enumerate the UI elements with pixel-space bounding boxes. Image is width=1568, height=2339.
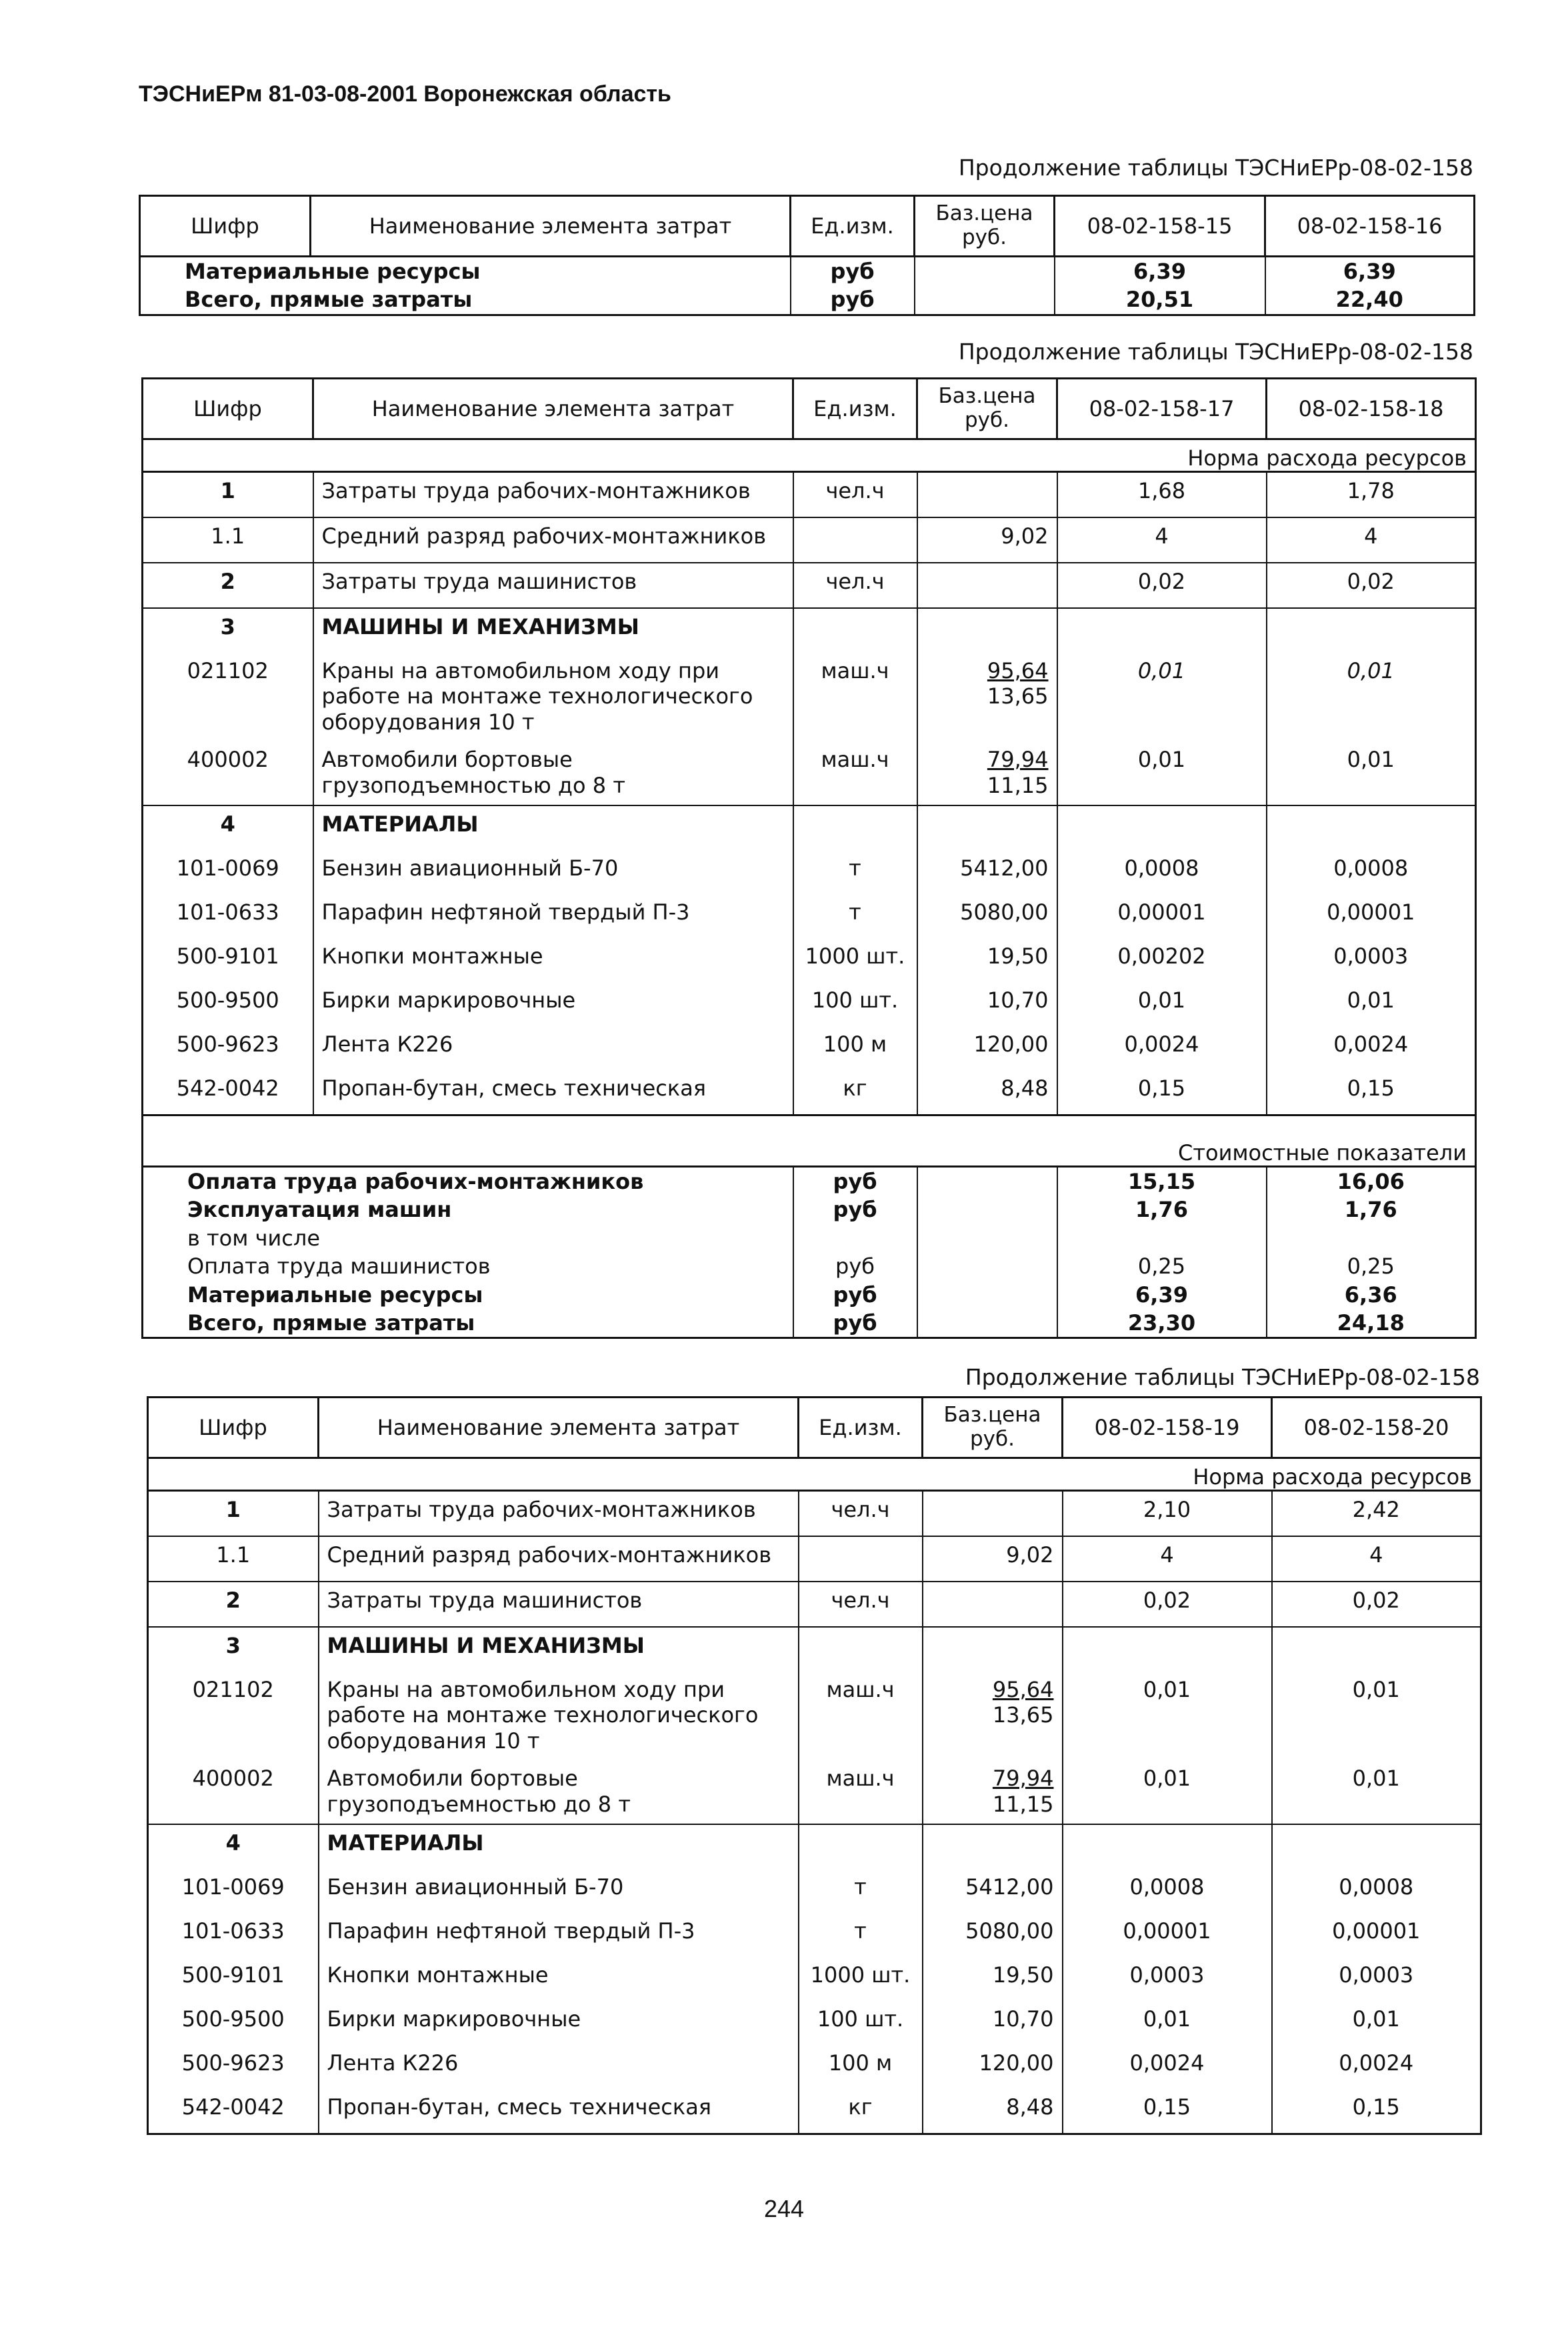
row-value-a: 0,01 bbox=[1057, 741, 1267, 805]
row-code: 3 bbox=[143, 608, 313, 653]
row-value-b: 0,02 bbox=[1272, 1582, 1481, 1627]
row-name: Краны на автомобильном ходу при работе на монтаже технологического оборудования 10 т bbox=[313, 653, 793, 741]
col-header-b: 08-02-158-20 bbox=[1272, 1398, 1481, 1458]
row-name: Бирки маркировочные bbox=[319, 2001, 799, 2045]
row-price: 79,94 bbox=[992, 1766, 1054, 1792]
table-row bbox=[143, 938, 1476, 982]
table-header-row bbox=[143, 379, 1476, 439]
row-code: 542-0042 bbox=[143, 1070, 313, 1115]
total-name: Оплата труда рабочих-монтажников bbox=[143, 1166, 793, 1196]
row-unit: 1000 шт. bbox=[799, 1957, 923, 2001]
total-unit bbox=[793, 1224, 917, 1252]
col-header-code: Шифр bbox=[143, 379, 313, 439]
table-row bbox=[143, 850, 1476, 894]
row-code: 500-9101 bbox=[148, 1957, 319, 2001]
row-price-secondary: 11,15 bbox=[992, 1791, 1054, 1817]
norm-label: Норма расхода ресурсов bbox=[143, 439, 1476, 472]
row-unit bbox=[793, 517, 917, 563]
total-unit: руб bbox=[793, 1252, 917, 1280]
row-unit: т bbox=[799, 1913, 923, 1957]
row-unit: чел.ч bbox=[799, 1491, 923, 1537]
totals-row bbox=[143, 1252, 1476, 1280]
row-price: 5412,00 bbox=[917, 850, 1057, 894]
row-value-a: 0,02 bbox=[1063, 1582, 1272, 1627]
row-value-b: 0,01 bbox=[1267, 653, 1476, 741]
row-name: Материальные ресурсы bbox=[140, 257, 791, 286]
row-code: 4 bbox=[143, 805, 313, 850]
section-title: МАТЕРИАЛЫ bbox=[319, 1824, 799, 1869]
total-value-a: 23,30 bbox=[1057, 1309, 1267, 1338]
table3-caption: Продолжение таблицы ТЭСНиЕРр-08-02-158 bbox=[965, 1364, 1480, 1390]
row-value-a: 0,01 bbox=[1063, 2001, 1272, 2045]
row-value-a: 0,0003 bbox=[1063, 1957, 1272, 2001]
col-header-code: Шифр bbox=[140, 196, 311, 257]
table1-caption: Продолжение таблицы ТЭСНиЕРр-08-02-158 bbox=[958, 155, 1473, 181]
row-code: 500-9500 bbox=[143, 982, 313, 1026]
total-value-a: 0,25 bbox=[1057, 1252, 1267, 1280]
row-value-a: 4 bbox=[1063, 1536, 1272, 1582]
section-title: МАШИНЫ И МЕХАНИЗМЫ bbox=[319, 1627, 799, 1672]
row-unit: т bbox=[799, 1869, 923, 1913]
row-price: 79,94 bbox=[987, 747, 1049, 773]
row-name: Пропан-бутан, смесь техническая bbox=[313, 1070, 793, 1115]
row-price bbox=[923, 1491, 1063, 1537]
total-value-b: 0,25 bbox=[1267, 1252, 1476, 1280]
col-header-price: Баз.цена руб. bbox=[917, 379, 1057, 439]
cost-table-1 bbox=[139, 195, 1475, 316]
row-name: Лента К226 bbox=[313, 1026, 793, 1070]
row-name: Всего, прямые затраты bbox=[140, 285, 791, 315]
row-value-b: 0,01 bbox=[1272, 1760, 1481, 1824]
row-price: 5080,00 bbox=[917, 894, 1057, 938]
col-header-a: 08-02-158-17 bbox=[1057, 379, 1267, 439]
table-row bbox=[148, 1957, 1481, 2001]
row-price-secondary: 13,65 bbox=[987, 683, 1049, 709]
col-header-unit: Ед.изм. bbox=[793, 379, 917, 439]
col-header-b: 08-02-158-16 bbox=[1265, 196, 1475, 257]
cost-label-row bbox=[143, 1115, 1476, 1166]
row-value-a: 0,01 bbox=[1057, 982, 1267, 1026]
total-unit: руб bbox=[793, 1281, 917, 1309]
row-value-a: 1,68 bbox=[1057, 472, 1267, 518]
row-code: 021102 bbox=[148, 1672, 319, 1760]
table-row bbox=[148, 2089, 1481, 2134]
row-name: Бензин авиационный Б-70 bbox=[313, 850, 793, 894]
total-value-b: 1,76 bbox=[1267, 1196, 1476, 1224]
row-price-secondary: 13,65 bbox=[992, 1702, 1054, 1728]
row-value-a: 0,15 bbox=[1063, 2089, 1272, 2134]
row-code: 2 bbox=[148, 1582, 319, 1627]
row-code: 1.1 bbox=[143, 517, 313, 563]
row-name: Автомобили бортовые грузоподъемностью до 8 т bbox=[319, 1760, 799, 1824]
row-name: Средний разряд рабочих-монтажников bbox=[319, 1536, 799, 1582]
row-value-b: 0,15 bbox=[1272, 2089, 1481, 2134]
document-title: ТЭСНиЕРм 81-03-08-2001 Воронежская область bbox=[139, 81, 671, 107]
row-value-a: 0,0024 bbox=[1057, 1026, 1267, 1070]
table-row bbox=[143, 472, 1476, 518]
row-code: 400002 bbox=[148, 1760, 319, 1824]
row-name: Средний разряд рабочих-монтажников bbox=[313, 517, 793, 563]
row-name: Кнопки монтажные bbox=[319, 1957, 799, 2001]
row-value-b: 0,02 bbox=[1267, 563, 1476, 608]
row-code: 500-9500 bbox=[148, 2001, 319, 2045]
row-code: 542-0042 bbox=[148, 2089, 319, 2134]
total-unit: руб bbox=[793, 1196, 917, 1224]
row-unit: чел.ч bbox=[793, 563, 917, 608]
section-title: МАШИНЫ И МЕХАНИЗМЫ bbox=[313, 608, 793, 653]
table-row bbox=[148, 1672, 1481, 1760]
cost-table-3 bbox=[147, 1396, 1482, 2135]
row-value-a: 0,0024 bbox=[1063, 2045, 1272, 2089]
row-value-b: 0,0024 bbox=[1272, 2045, 1481, 2089]
row-code: 101-0633 bbox=[143, 894, 313, 938]
row-value-a: 0,15 bbox=[1057, 1070, 1267, 1115]
row-value-b: 0,0003 bbox=[1267, 938, 1476, 982]
row-value-a: 0,00202 bbox=[1057, 938, 1267, 982]
row-value-b: 0,01 bbox=[1267, 741, 1476, 805]
row-unit: маш.ч bbox=[793, 741, 917, 805]
row-unit: т bbox=[793, 894, 917, 938]
row-name: Кнопки монтажные bbox=[313, 938, 793, 982]
table-row bbox=[140, 257, 1475, 286]
row-price: 9,02 bbox=[917, 517, 1057, 563]
total-name: Всего, прямые затраты bbox=[143, 1309, 793, 1338]
total-name: Эксплуатация машин bbox=[143, 1196, 793, 1224]
total-name: Материальные ресурсы bbox=[143, 1281, 793, 1309]
row-unit: маш.ч bbox=[799, 1672, 923, 1760]
col-header-price: Баз.цена руб. bbox=[923, 1398, 1063, 1458]
table-row bbox=[143, 563, 1476, 608]
row-price-secondary: 11,15 bbox=[987, 772, 1049, 798]
row-price: 5080,00 bbox=[923, 1913, 1063, 1957]
row-unit: маш.ч bbox=[793, 653, 917, 741]
row-value-a: 0,00001 bbox=[1057, 894, 1267, 938]
row-code: 101-0069 bbox=[148, 1869, 319, 1913]
section-row bbox=[148, 1824, 1481, 1869]
total-name: Оплата труда машинистов bbox=[143, 1252, 793, 1280]
norm-label-row bbox=[148, 1458, 1481, 1491]
col-header-name: Наименование элемента затрат bbox=[313, 379, 793, 439]
row-price: 10,70 bbox=[923, 2001, 1063, 2045]
total-value-b bbox=[1267, 1224, 1476, 1252]
row-unit: 100 шт. bbox=[799, 2001, 923, 2045]
table-header-row bbox=[140, 196, 1475, 257]
row-price bbox=[917, 472, 1057, 518]
section-title: МАТЕРИАЛЫ bbox=[313, 805, 793, 850]
row-value-a: 0,01 bbox=[1057, 653, 1267, 741]
table-row bbox=[143, 653, 1476, 741]
row-price: 120,00 bbox=[923, 2045, 1063, 2089]
row-code: 1.1 bbox=[148, 1536, 319, 1582]
row-price: 95,64 bbox=[992, 1677, 1054, 1702]
row-name: Лента К226 bbox=[319, 2045, 799, 2089]
row-name: Парафин нефтяной твердый П-3 bbox=[319, 1913, 799, 1957]
row-value-a: 0,0008 bbox=[1057, 850, 1267, 894]
row-value-a: 0,01 bbox=[1063, 1760, 1272, 1824]
totals-row bbox=[143, 1224, 1476, 1252]
row-name: Затраты труда рабочих-монтажников bbox=[319, 1491, 799, 1537]
row-price: 5412,00 bbox=[923, 1869, 1063, 1913]
norm-label: Норма расхода ресурсов bbox=[148, 1458, 1481, 1491]
row-name: Затраты труда рабочих-монтажников bbox=[313, 472, 793, 518]
row-value-b: 0,01 bbox=[1272, 2001, 1481, 2045]
table-row bbox=[148, 1491, 1481, 1537]
table-row bbox=[143, 1070, 1476, 1115]
row-unit: руб bbox=[791, 257, 915, 286]
table-row bbox=[148, 1582, 1481, 1627]
section-row bbox=[143, 608, 1476, 653]
col-header-a: 08-02-158-15 bbox=[1055, 196, 1265, 257]
row-unit: чел.ч bbox=[793, 472, 917, 518]
total-unit: руб bbox=[793, 1166, 917, 1196]
row-value-a: 20,51 bbox=[1055, 285, 1265, 315]
row-name: Бирки маркировочные bbox=[313, 982, 793, 1026]
row-value-b: 0,0008 bbox=[1272, 1869, 1481, 1913]
row-unit: т bbox=[793, 850, 917, 894]
totals-row bbox=[143, 1281, 1476, 1309]
row-code: 021102 bbox=[143, 653, 313, 741]
page-number: 244 bbox=[763, 2195, 805, 2222]
row-unit: кг bbox=[793, 1070, 917, 1115]
row-value-b: 0,01 bbox=[1272, 1672, 1481, 1760]
table-row bbox=[143, 517, 1476, 563]
totals-row bbox=[143, 1196, 1476, 1224]
row-value-b: 0,0008 bbox=[1267, 850, 1476, 894]
row-price: 95,64 bbox=[987, 658, 1049, 683]
row-name: Затраты труда машинистов bbox=[313, 563, 793, 608]
row-name: Бензин авиационный Б-70 bbox=[319, 1869, 799, 1913]
total-value-a: 6,39 bbox=[1057, 1281, 1267, 1309]
row-value-b: 1,78 bbox=[1267, 472, 1476, 518]
table-row bbox=[148, 2001, 1481, 2045]
row-value-b: 0,01 bbox=[1267, 982, 1476, 1026]
totals-row bbox=[143, 1309, 1476, 1338]
row-value-a: 2,10 bbox=[1063, 1491, 1272, 1537]
row-name: Затраты труда машинистов bbox=[319, 1582, 799, 1627]
row-code: 500-9101 bbox=[143, 938, 313, 982]
row-unit: кг bbox=[799, 2089, 923, 2134]
row-value-b: 6,39 bbox=[1265, 257, 1475, 286]
total-value-b: 24,18 bbox=[1267, 1309, 1476, 1338]
row-code: 3 bbox=[148, 1627, 319, 1672]
total-value-a bbox=[1057, 1224, 1267, 1252]
row-value-a: 0,0008 bbox=[1063, 1869, 1272, 1913]
row-unit bbox=[799, 1536, 923, 1582]
total-value-b: 6,36 bbox=[1267, 1281, 1476, 1309]
row-unit: чел.ч bbox=[799, 1582, 923, 1627]
section-row bbox=[148, 1627, 1481, 1672]
table-row bbox=[148, 2045, 1481, 2089]
row-value-b: 0,0024 bbox=[1267, 1026, 1476, 1070]
section-row bbox=[143, 805, 1476, 850]
row-value-b: 0,0003 bbox=[1272, 1957, 1481, 2001]
row-unit: 100 шт. bbox=[793, 982, 917, 1026]
row-code: 500-9623 bbox=[148, 2045, 319, 2089]
table-row bbox=[148, 1913, 1481, 1957]
row-price: 10,70 bbox=[917, 982, 1057, 1026]
col-header-a: 08-02-158-19 bbox=[1063, 1398, 1272, 1458]
row-name: Краны на автомобильном ходу при работе на монтаже технологического оборудования 10 т bbox=[319, 1672, 799, 1760]
row-name: Парафин нефтяной твердый П-3 bbox=[313, 894, 793, 938]
row-value-b: 4 bbox=[1272, 1536, 1481, 1582]
col-header-name: Наименование элемента затрат bbox=[319, 1398, 799, 1458]
col-header-name: Наименование элемента затрат bbox=[311, 196, 791, 257]
total-value-a: 15,15 bbox=[1057, 1166, 1267, 1196]
cost-table-2 bbox=[141, 377, 1477, 1339]
table-row bbox=[143, 982, 1476, 1026]
row-unit: руб bbox=[791, 285, 915, 315]
table-row bbox=[148, 1760, 1481, 1824]
row-value-b: 0,00001 bbox=[1272, 1913, 1481, 1957]
row-price: 120,00 bbox=[917, 1026, 1057, 1070]
row-code: 101-0069 bbox=[143, 850, 313, 894]
row-value-a: 0,01 bbox=[1063, 1672, 1272, 1760]
table-row bbox=[148, 1536, 1481, 1582]
row-code: 1 bbox=[148, 1491, 319, 1537]
row-value-a: 0,00001 bbox=[1063, 1913, 1272, 1957]
row-price: 8,48 bbox=[917, 1070, 1057, 1115]
col-header-unit: Ед.изм. bbox=[799, 1398, 923, 1458]
table-row bbox=[143, 1026, 1476, 1070]
row-price bbox=[917, 563, 1057, 608]
cost-label: Стоимостные показатели bbox=[143, 1115, 1476, 1166]
row-name: Автомобили бортовые грузоподъемностью до 8 т bbox=[313, 741, 793, 805]
row-value-a: 6,39 bbox=[1055, 257, 1265, 286]
table-row bbox=[143, 894, 1476, 938]
row-price: 19,50 bbox=[923, 1957, 1063, 2001]
row-unit: 100 м bbox=[793, 1026, 917, 1070]
row-unit: маш.ч bbox=[799, 1760, 923, 1824]
table2-caption: Продолжение таблицы ТЭСНиЕРр-08-02-158 bbox=[958, 339, 1473, 365]
col-header-b: 08-02-158-18 bbox=[1267, 379, 1476, 439]
total-name: в том числе bbox=[143, 1224, 793, 1252]
row-value-a: 4 bbox=[1057, 517, 1267, 563]
row-price: 9,02 bbox=[923, 1536, 1063, 1582]
col-header-unit: Ед.изм. bbox=[791, 196, 915, 257]
norm-label-row bbox=[143, 439, 1476, 472]
total-value-a: 1,76 bbox=[1057, 1196, 1267, 1224]
row-code: 1 bbox=[143, 472, 313, 518]
row-price: 19,50 bbox=[917, 938, 1057, 982]
table-header-row bbox=[148, 1398, 1481, 1458]
row-unit: 100 м bbox=[799, 2045, 923, 2089]
totals-row bbox=[143, 1166, 1476, 1196]
row-value-b: 0,00001 bbox=[1267, 894, 1476, 938]
col-header-price: Баз.цена руб. bbox=[915, 196, 1055, 257]
row-value-b: 22,40 bbox=[1265, 285, 1475, 315]
row-code: 2 bbox=[143, 563, 313, 608]
row-code: 400002 bbox=[143, 741, 313, 805]
total-value-b: 16,06 bbox=[1267, 1166, 1476, 1196]
row-price bbox=[923, 1582, 1063, 1627]
row-value-a: 0,02 bbox=[1057, 563, 1267, 608]
row-code: 101-0633 bbox=[148, 1913, 319, 1957]
row-value-b: 4 bbox=[1267, 517, 1476, 563]
table-row bbox=[143, 741, 1476, 805]
col-header-code: Шифр bbox=[148, 1398, 319, 1458]
table-row bbox=[140, 285, 1475, 315]
row-price: 8,48 bbox=[923, 2089, 1063, 2134]
table-row bbox=[148, 1869, 1481, 1913]
row-code: 4 bbox=[148, 1824, 319, 1869]
row-value-b: 0,15 bbox=[1267, 1070, 1476, 1115]
row-name: Пропан-бутан, смесь техническая bbox=[319, 2089, 799, 2134]
row-value-b: 2,42 bbox=[1272, 1491, 1481, 1537]
row-unit: 1000 шт. bbox=[793, 938, 917, 982]
row-code: 500-9623 bbox=[143, 1026, 313, 1070]
total-unit: руб bbox=[793, 1309, 917, 1338]
